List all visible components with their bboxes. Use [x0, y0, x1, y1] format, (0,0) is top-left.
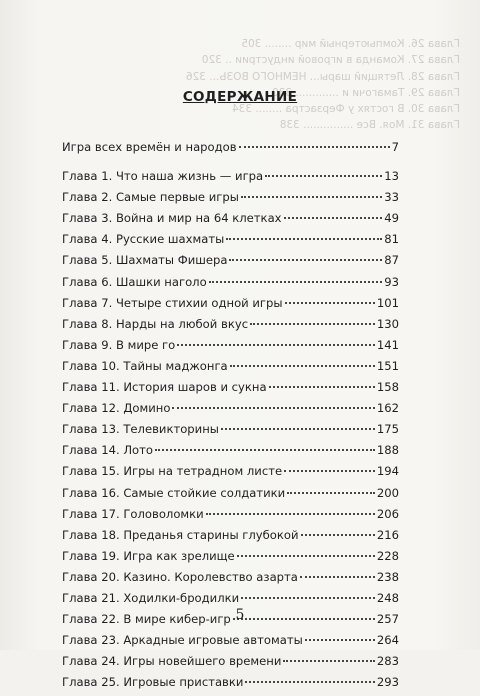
toc-chapter-row	[62, 549, 399, 570]
dot-leader	[283, 660, 374, 662]
toc-chapter-row	[62, 443, 399, 464]
toc-entry-title: Глава 12. Домино	[62, 401, 171, 416]
dot-leader	[237, 555, 375, 557]
toc-chapter-row	[62, 253, 399, 274]
dot-leader	[209, 281, 383, 283]
toc-chapter-row	[62, 654, 399, 675]
toc-entry-title: Глава 14. Лото	[62, 443, 153, 458]
toc-chapter-row	[62, 570, 399, 591]
toc-chapter-row	[62, 528, 399, 549]
toc-entry-title: Глава 15. Игры на тетрадном листе	[62, 464, 283, 479]
toc-entry-title: Глава 10. Тайны маджонга	[62, 358, 228, 373]
contents-heading: СОДЕРЖАНИЕ	[182, 89, 298, 105]
toc-entry-page: 216	[376, 527, 399, 542]
toc-intro-row	[62, 140, 399, 161]
toc-chapter-row	[62, 401, 399, 422]
toc-entry-page: 49	[384, 211, 399, 226]
toc-chapter-row	[62, 380, 399, 401]
toc-chapter-row	[62, 211, 399, 232]
toc-entry-page: 264	[376, 633, 399, 648]
toc-entry-title: Глава 7. Четыре стихии одной игры	[62, 295, 283, 310]
toc-entry-page: 158	[376, 380, 399, 395]
bleed-through-line: Глава 28. Летящий шары... НЕМНОГО ВОЗЬ... 326	[185, 70, 460, 83]
toc-chapter-row	[62, 359, 399, 380]
toc-entry-page: 200	[376, 485, 399, 500]
toc-entry-page: 228	[376, 548, 399, 563]
toc-entry-page: 13	[384, 169, 399, 184]
toc-entry-page: 238	[376, 569, 399, 584]
toc-entry-title: Глава 20. Казино. Королевство азарта	[62, 569, 298, 584]
toc-entry-title: Глава 18. Преданья старины глубокой	[62, 527, 299, 542]
toc-chapter-row	[62, 633, 399, 654]
dot-leader	[229, 259, 382, 261]
dot-leader	[241, 597, 375, 599]
toc-chapter-row	[62, 169, 399, 190]
bleed-through-line: Глава 29. Тамагочи и ............. 330	[272, 86, 460, 99]
dot-leader	[230, 365, 375, 367]
bleed-through-line: Глава 30. В гостях у Ферзастра ........ 334	[232, 103, 460, 116]
dot-leader	[265, 175, 382, 177]
dot-leader	[155, 449, 375, 451]
toc-entry-title: Глава 17. Головоломки	[62, 506, 204, 521]
toc-entry-page: 188	[376, 443, 399, 458]
toc-entry-title: Глава 22. В мире кибер-игр	[62, 612, 231, 627]
dot-leader	[284, 217, 383, 219]
toc-entry-page: 175	[376, 422, 399, 437]
toc-chapter-row	[62, 422, 399, 443]
dot-leader	[226, 238, 382, 240]
toc-entry-page: 81	[384, 232, 399, 247]
toc-entry-title: Глава 16. Самые стойкие солдатики	[62, 485, 286, 500]
toc-entry-page: 93	[384, 274, 399, 289]
dot-leader	[300, 576, 375, 578]
toc-entry-title: Глава 3. Война и мир на 64 клетках	[62, 211, 282, 226]
toc-entry-title: Глава 1. Что наша жизнь — игра	[62, 169, 264, 184]
toc-entry-title: Игра всех времён и народов	[62, 140, 237, 154]
toc-chapter-row	[62, 296, 399, 317]
dot-leader	[284, 470, 375, 472]
dot-leader	[305, 639, 375, 641]
dot-leader	[239, 146, 390, 148]
toc-entry-title: Глава 24. Игры новейшего времени	[62, 654, 282, 669]
dot-leader	[241, 196, 382, 198]
toc-entry-page: 141	[376, 337, 399, 352]
dot-leader	[206, 513, 375, 515]
bleed-through-line: Глава 26. Компьютерный мир ........ 305	[241, 38, 460, 50]
toc-entry-title: Глава 6. Шашки наголо	[62, 274, 207, 289]
dot-leader	[301, 534, 375, 536]
toc-entry-page: 151	[376, 358, 399, 373]
page-number: 5	[235, 607, 245, 623]
toc-entry-title: Глава 19. Игра как зрелище	[62, 548, 235, 563]
toc-entry-title: Глава 23. Аркадные игровые автоматы	[62, 633, 303, 648]
toc-entry-page: 293	[376, 675, 399, 690]
toc-entry-title: Глава 11. История шаров и сукна	[62, 380, 267, 395]
toc-entry-page: 194	[376, 464, 399, 479]
dot-leader	[269, 386, 375, 388]
toc-entry-title: Глава 21. Ходилки-бродилки	[62, 590, 240, 605]
dot-leader	[177, 344, 375, 346]
toc-chapter-row	[62, 486, 399, 507]
toc-chapter-row	[62, 675, 399, 696]
toc-entry-title: Глава 5. Шахматы Фишера	[62, 253, 228, 268]
toc-entry-title: Глава 4. Русские шахматы	[62, 232, 225, 247]
toc-chapter-row	[62, 190, 399, 211]
toc-entry-page: 33	[384, 190, 399, 205]
toc-chapter-row	[62, 317, 399, 338]
toc-entry-page: 7	[391, 140, 399, 154]
toc-chapter-row	[62, 275, 399, 296]
dot-leader	[221, 428, 375, 430]
toc-chapter-row	[62, 464, 399, 485]
toc-entry-page: 257	[376, 612, 399, 627]
toc-entry-page: 101	[376, 295, 399, 310]
toc-chapter-row	[62, 232, 399, 253]
toc-entry-title: Глава 13. Телевикторины	[62, 422, 219, 437]
bleed-through-line: Глава 31. Моя. Все ............... 338	[279, 119, 460, 132]
toc-entry-title: Глава 2. Самые первые игры	[62, 190, 239, 205]
toc-entry-title: Глава 8. Нарды на любой вкус	[62, 316, 249, 331]
toc-chapter-row	[62, 507, 399, 528]
dot-leader	[287, 492, 375, 494]
toc-entry-page: 87	[384, 253, 399, 268]
toc-entry-page: 130	[376, 316, 399, 331]
dot-leader	[245, 681, 374, 683]
dot-leader	[285, 302, 375, 304]
toc-entry-title: Глава 25. Игровые приставки	[62, 675, 244, 690]
toc-entry-title: Глава 9. В мире го	[62, 337, 176, 352]
toc-entry-page: 283	[376, 654, 399, 669]
toc-entry-page: 162	[376, 401, 399, 416]
toc-entry-page: 206	[376, 506, 399, 521]
bleed-through-text	[185, 36, 460, 134]
dot-leader	[172, 407, 374, 409]
bleed-through-line: Глава 27. Команда в игровой индустрии .. 320	[201, 54, 460, 67]
toc-chapter-row	[62, 338, 399, 359]
dot-leader	[250, 323, 375, 325]
toc-entry-page: 248	[376, 590, 399, 605]
